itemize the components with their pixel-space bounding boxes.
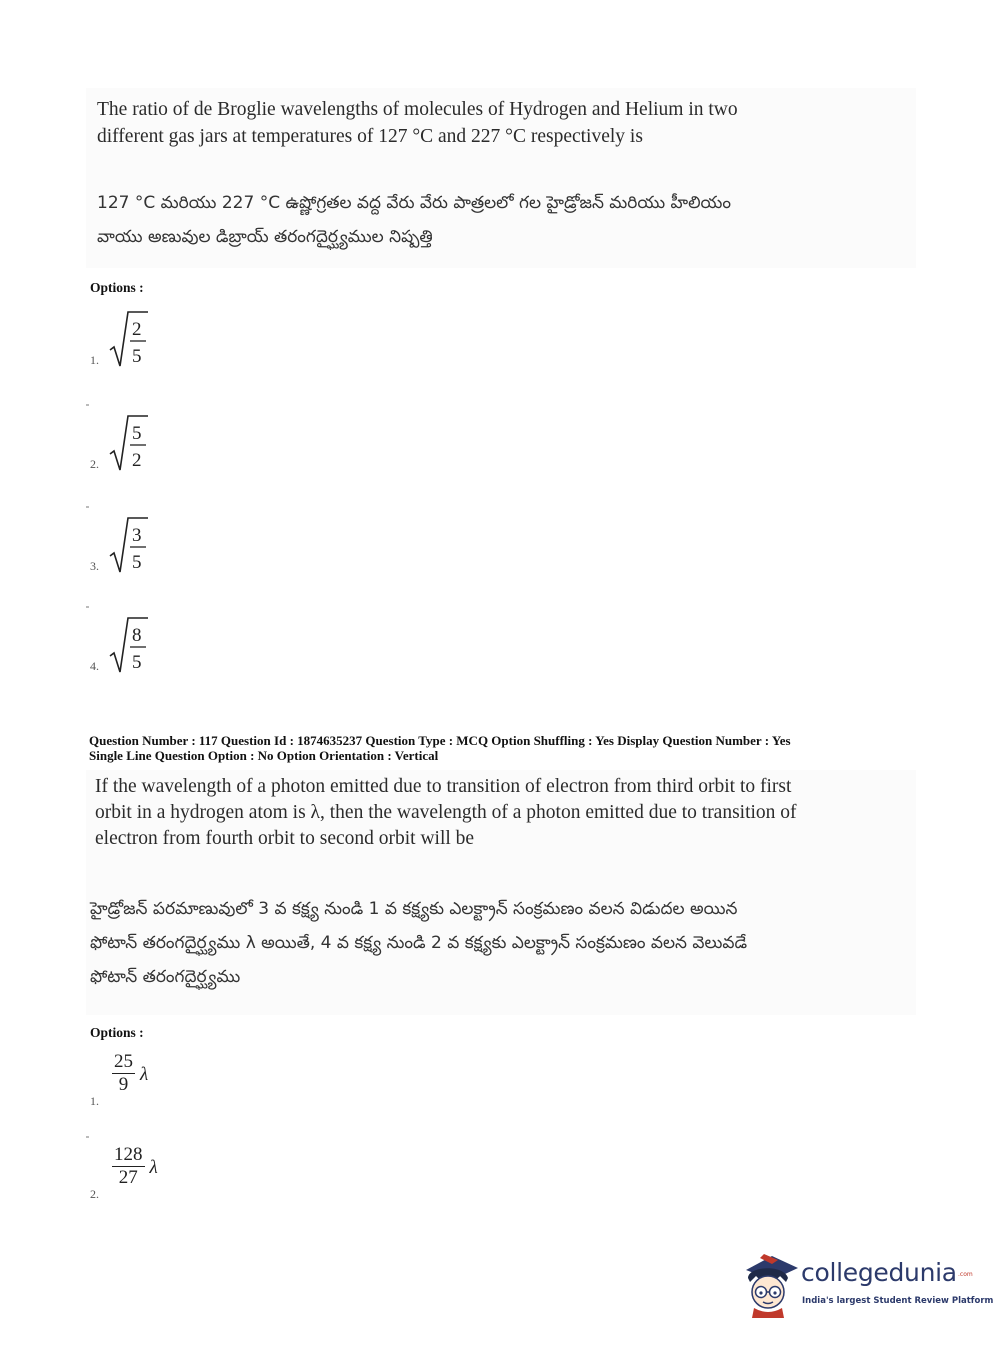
question-117-te-line-1: హైడ్రోజన్ పరమాణువులో 3 వ కక్ష్య నుండి 1 వ కక్ష్యకు ఎలక్ట్రాన్ సంక్రమణం వలన విడుదల అయిన <box>90 899 738 919</box>
option-number: 1. <box>90 1094 99 1108</box>
numerator: 3 <box>132 525 142 546</box>
lambda-fraction <box>112 1144 158 1189</box>
numerator: 8 <box>132 625 142 646</box>
question-117-en-line-1: If the wavelength of a photon emitted due to transition of electron from third orbit to first <box>95 776 792 797</box>
question-116-te-line-1: 127 °C మరియు 227 °C ఉష్ణోగ్రతల వద్ద వేరు వేరు పాత్రలలో గల హైడ్రోజన్ మరియు హీలియం <box>97 193 732 213</box>
denominator: 5 <box>132 552 142 573</box>
brand-suffix: .com <box>958 1271 973 1278</box>
sqrt-fraction <box>108 514 148 578</box>
mascot-icon <box>740 1248 800 1318</box>
question-117-en-line-2: orbit in a hydrogen atom is λ, then the wavelength of a photon emitted due to transition of <box>95 802 797 823</box>
question-116-te-line-2: వాయు అణువుల డిబ్రాయ్ తరంగదైర్ఘ్యముల నిష్పత్తి <box>97 227 433 247</box>
sqrt-fraction <box>108 412 148 476</box>
option-number: 2. <box>90 457 99 471</box>
lambda-symbol: λ <box>149 1156 158 1178</box>
denominator: 2 <box>132 450 142 471</box>
brand-tagline: India's largest Student Review Platform <box>802 1296 994 1306</box>
brand-name: collegedunia <box>801 1258 957 1287</box>
option-number: 1. <box>90 353 99 367</box>
option-number: 2. <box>90 1187 99 1201</box>
option-number: 4. <box>90 659 99 673</box>
option-number: 3. <box>90 559 99 573</box>
numerator: 25 <box>114 1051 133 1072</box>
question-116-text-en <box>97 96 738 150</box>
scan-mark <box>86 1136 89 1138</box>
sqrt-fraction <box>108 614 148 678</box>
option-1[interactable] <box>86 1045 246 1113</box>
fraction <box>112 1051 135 1096</box>
question-117-text-te <box>90 892 747 994</box>
meta-line-1: Question Number : 117 Question Id : 1874635237 Question Type : MCQ Option Shuffling : Yes Display Question Number : Yes <box>89 733 791 748</box>
option-4[interactable] <box>86 606 246 678</box>
question-117-meta <box>89 733 919 763</box>
question-117-en-line-3: electron from fourth orbit to second orbit will be <box>95 828 475 849</box>
scan-mark <box>86 506 89 508</box>
meta-line-2: Single Line Question Option : No Option Orientation : Vertical <box>89 748 439 763</box>
numerator: 128 <box>114 1144 143 1165</box>
question-117-te-line-3: ఫోటాన్ తరంగదైర్ఘ్యము <box>90 967 241 987</box>
option-2[interactable] <box>86 1136 246 1206</box>
options-label: Options : <box>90 280 144 295</box>
question-116-en-line-1: The ratio of de Broglie wavelengths of molecules of Hydrogen and Helium in two <box>97 99 738 120</box>
numerator: 2 <box>132 319 142 340</box>
option-3[interactable] <box>86 506 246 578</box>
question-117-te-line-2: ఫోటాన్ తరంగదైర్ఘ్యము λ అయితే, 4 వ కక్ష్య నుండి 2 వ కక్ష్యకు ఎలక్ట్రాన్ సంక్రమణం వలన వెలువడే <box>90 933 748 953</box>
scan-mark <box>86 606 89 608</box>
collegedunia-logo[interactable] <box>740 1248 994 1318</box>
option-2[interactable] <box>86 404 246 476</box>
fraction <box>112 1144 145 1189</box>
denominator: 5 <box>132 346 142 367</box>
sqrt-fraction <box>108 308 148 372</box>
lambda-symbol: λ <box>140 1063 149 1085</box>
denominator: 27 <box>118 1167 138 1188</box>
question-117-text-en <box>95 774 797 852</box>
scan-mark <box>86 404 89 406</box>
denominator: 5 <box>132 652 142 673</box>
options-label: Options : <box>90 1025 144 1040</box>
option-1[interactable] <box>86 300 246 372</box>
lambda-fraction <box>112 1051 148 1096</box>
numerator: 5 <box>132 423 142 444</box>
question-116-en-line-2: different gas jars at temperatures of 127 °C and 227 °C respectively is <box>97 126 643 147</box>
question-116-text-te <box>97 186 731 254</box>
denominator: 9 <box>118 1074 129 1095</box>
